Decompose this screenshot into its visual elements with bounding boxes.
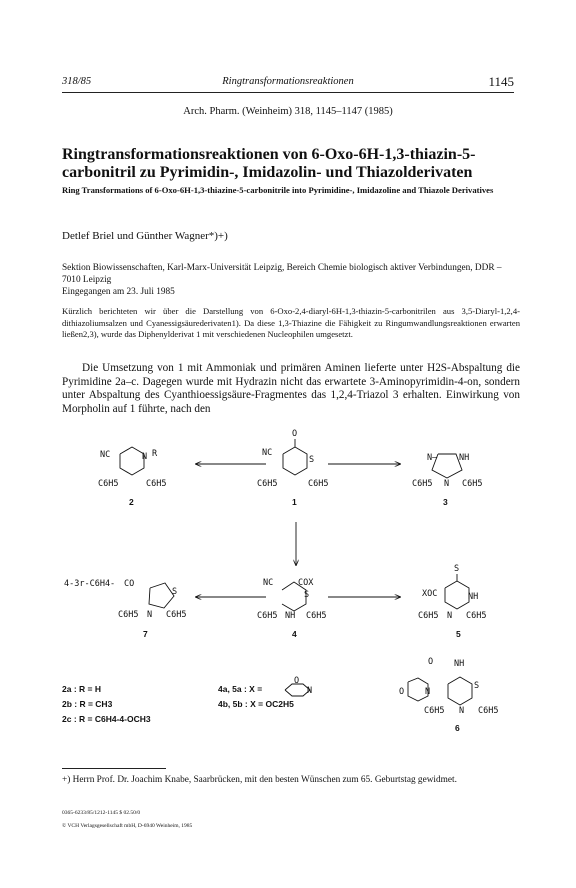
- atom-label: CO: [124, 579, 135, 589]
- atom-label: O: [399, 687, 405, 697]
- legend-line: 4b, 5b : X = OC2H5: [218, 699, 294, 709]
- compound-number: 5: [456, 629, 461, 639]
- atom-label: NC: [100, 450, 111, 460]
- received-date: Eingegangen am 23. Juli 1985: [62, 287, 175, 297]
- atom-label: S: [454, 564, 460, 574]
- atom-label: NC: [262, 448, 273, 458]
- legend-line: 2c : R = C6H4-4-OCH3: [62, 714, 151, 724]
- atom-label: S: [474, 681, 480, 691]
- atom-label: C6H5: [257, 479, 278, 489]
- atom-label: C6H5: [118, 610, 139, 620]
- atom-label: COX: [298, 578, 314, 588]
- atom-label: NH: [454, 659, 465, 669]
- page-number: 1145: [488, 74, 514, 89]
- legend-line: 4a, 5a : X =: [218, 684, 263, 694]
- atom-label: S: [304, 590, 310, 600]
- ring-7: [149, 583, 174, 608]
- body-paragraph: Die Umsetzung von 1 mit Ammoniak und primären Aminen lieferte unter H2S-Abspaltung die Pyrimidine 2a–c. Dagegen wurde mit Hydrazin nicht das erwartete 3-Aminopyrimidin-4-on, sondern unter Abspaltung des Cyanthioessigsäure-Fragmentes das 1,2,4-Triazol 3 erhalten. Einwirkung von Morpholin auf 1 führte, nach den: [62, 362, 520, 415]
- atom-label: N: [142, 452, 148, 462]
- atom-label: S: [172, 587, 178, 597]
- footnote: +) Herrn Prof. Dr. Joachim Knabe, Saarbrücken, mit den besten Wünschen zum 65. Geburtstag gewidmet.: [62, 775, 457, 785]
- atom-label: C6H5: [462, 479, 483, 489]
- copyright-line: © VCH Verlagsgesellschaft mbH, D-6940 Weinheim, 1985: [62, 823, 193, 829]
- ring-1: [283, 447, 307, 475]
- footnote-rule: [62, 768, 166, 769]
- affiliation: Sektion Biowissenschaften, Karl-Marx-Universität Leipzig, Bereich Chemie biologisch aktiver Verbindungen, DDR – 7010 Leipzig: [62, 263, 502, 285]
- english-title: Ring Transformations of 6-Oxo-6H-1,3-thiazine-5-carbonitrile into Pyrimidine-, Imidazoline and Thiazole Derivatives: [62, 185, 494, 195]
- abstract: Kürzlich berichteten wir über die Darstellung von 6-Oxo-2,4-diaryl-6H-1,3-thiazin-5-carbonitrilen aus 3,5-Diaryl-1,2,4-dithiazoliumsalzen und Cyanessigsäurederivaten1). Da diese 1,3-Thiazine die Fähigkeit zu Ringumwandlungsreaktionen erwarten ließen2,3), wurde das Diphenylderivat 1 mit verschiedenen Nucleophilen umgesetzt.: [62, 306, 520, 339]
- atom-label: C6H5: [418, 611, 439, 621]
- atom-label: C6H5: [166, 610, 187, 620]
- compound-number: 4: [292, 629, 297, 639]
- atom-label: C6H5: [257, 611, 278, 621]
- ring-2: [120, 447, 144, 475]
- atom-label: R: [152, 449, 158, 459]
- legend-line: 2b : R = CH3: [62, 699, 113, 709]
- atom-label: C6H5: [478, 706, 499, 716]
- compound-number: 7: [143, 629, 148, 639]
- ring-5: [445, 581, 469, 609]
- compound-number: 2: [129, 497, 134, 507]
- article-code: 0365-6233/85/1212-1145 $ 02.50/0: [62, 810, 141, 816]
- atom-label: C6H5: [466, 611, 487, 621]
- article-title: Ringtransformationsreaktionen von 6-Oxo-6H-1,3-thiazin-5-carbonitril zu Pyrimidin-, Imidazolin- und Thiazolderivaten: [62, 146, 476, 181]
- author-line: Detlef Briel und Günther Wagner*)+): [62, 230, 228, 242]
- atom-label: C6H5: [412, 479, 433, 489]
- atom-label: S: [309, 455, 315, 465]
- atom-label: N: [459, 706, 465, 716]
- ring-6: [448, 677, 472, 705]
- atom-label: O: [428, 657, 434, 667]
- legend-line: 2a : R = H: [62, 684, 101, 694]
- atom-label: C6H5: [146, 479, 167, 489]
- atom-label: XOC: [422, 589, 438, 599]
- atom-label: N: [425, 687, 431, 697]
- atom-label: C6H5: [98, 479, 119, 489]
- atom-label: C6H5: [308, 479, 329, 489]
- compound-number: 6: [455, 723, 460, 733]
- atom-label: NH: [459, 453, 470, 463]
- atom-label: C6H5: [306, 611, 327, 621]
- atom-label: NH: [468, 592, 479, 602]
- atom-label: N: [147, 610, 153, 620]
- compound-number: 1: [292, 497, 297, 507]
- atom-label: N: [447, 611, 453, 621]
- atom-label: 4-3r-C6H4-: [64, 579, 116, 589]
- header-title: Ringtransformationsreaktionen: [222, 76, 354, 87]
- atom-label: NC: [263, 578, 274, 588]
- atom-label: C6H5: [424, 706, 445, 716]
- atom-label: O: [292, 429, 298, 439]
- atom-label: O: [294, 676, 300, 686]
- atom-label: N–: [427, 453, 438, 463]
- atom-label: N: [307, 686, 313, 696]
- journal-citation: Arch. Pharm. (Weinheim) 318, 1145–1147 (1985): [183, 106, 393, 117]
- compound-number: 3: [443, 497, 448, 507]
- atom-label: N: [444, 479, 450, 489]
- header-volume: 318/85: [62, 76, 92, 87]
- atom-label: NH: [285, 611, 296, 621]
